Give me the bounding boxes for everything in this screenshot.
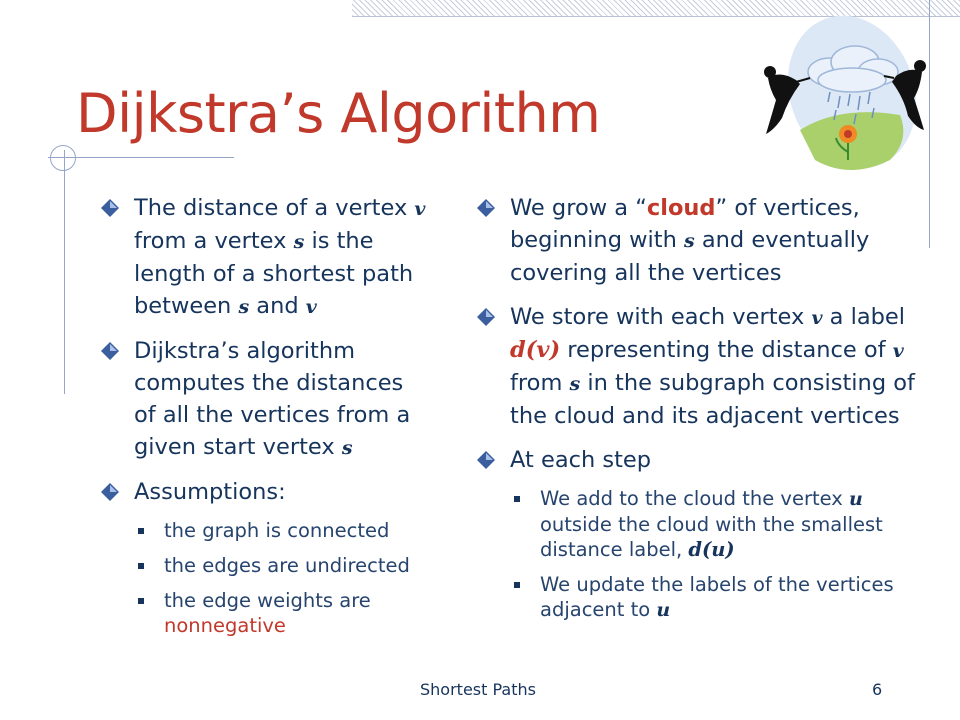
square-bullet-icon <box>514 582 520 588</box>
square-bullet-icon <box>138 528 144 534</box>
text: We grow a “ <box>510 195 647 221</box>
sub-item <box>502 486 916 562</box>
page-number: 6 <box>872 680 883 699</box>
sub-item <box>126 588 430 638</box>
diamond-bullet-icon <box>476 198 496 218</box>
var-s: s <box>238 296 250 318</box>
label-dv: d(v) <box>510 337 561 363</box>
bullet-computes <box>100 335 430 464</box>
sub-item <box>502 572 916 623</box>
text: and <box>249 293 306 319</box>
bullet-label <box>476 301 916 432</box>
text: in the subgraph consisting of the cloud and its adjacent vertices <box>510 370 915 429</box>
var-v: v <box>414 198 426 220</box>
decor-circle <box>50 145 76 171</box>
right-column <box>476 192 916 635</box>
text: the edge weights are <box>164 589 371 612</box>
text: from a vertex <box>134 228 294 254</box>
var-v: v <box>892 340 904 362</box>
text: We add to the cloud the vertex <box>540 487 850 510</box>
bullet-each-step <box>476 444 916 623</box>
text: representing the distance of <box>560 337 893 363</box>
text: The distance of a vertex <box>134 195 415 221</box>
assumptions-list <box>134 518 430 638</box>
var-s: s <box>293 231 305 253</box>
text: We update the labels of the vertices adjacent to <box>540 573 894 621</box>
text: a label <box>822 304 905 330</box>
left-column <box>100 192 430 650</box>
var-s: s <box>684 230 695 252</box>
diamond-bullet-icon <box>100 198 120 218</box>
bullet-cloud <box>476 192 916 289</box>
text: the edges are undirected <box>164 554 410 577</box>
bullet-distance <box>100 192 430 323</box>
square-bullet-icon <box>138 563 144 569</box>
var-u: u <box>849 488 863 510</box>
text: outside the cloud with the smallest distance label, <box>540 513 883 561</box>
step-list <box>510 486 916 623</box>
var-v: v <box>811 307 823 329</box>
sub-item <box>126 518 430 543</box>
diamond-bullet-icon <box>100 482 120 502</box>
var-v: v <box>305 296 317 318</box>
diamond-bullet-icon <box>476 307 496 327</box>
text: from <box>510 370 570 396</box>
var-s: s <box>341 437 353 459</box>
text: and eventually covering all the vertices <box>510 227 870 286</box>
cloud-rain-clipart-icon <box>760 10 930 180</box>
decor-line-vertical <box>64 150 65 394</box>
diamond-bullet-icon <box>100 341 120 361</box>
text: Assumptions: <box>134 479 286 505</box>
text: At each step <box>510 447 652 473</box>
var-u: u <box>656 599 671 621</box>
square-bullet-icon <box>138 598 144 604</box>
diamond-bullet-icon <box>476 450 496 470</box>
text: Dijkstra’s algorithm computes the distances of all the vertices from a given start vertex <box>134 338 411 460</box>
nonnegative-text: nonnegative <box>164 614 286 637</box>
var-s: s <box>569 373 581 395</box>
text: the graph is connected <box>164 519 390 542</box>
sub-item <box>126 553 430 578</box>
label-du: d(u) <box>688 538 735 561</box>
cloud-text: cloud <box>646 195 716 221</box>
footer-text: Shortest Paths <box>420 680 536 699</box>
text: is the length of a shortest path between <box>134 228 414 319</box>
text: ” of vertices, beginning with <box>510 195 860 253</box>
square-bullet-icon <box>514 496 520 502</box>
bullet-assumptions <box>100 476 430 638</box>
text: We store with each vertex <box>510 304 812 330</box>
slide-title: Dijkstra’s Algorithm <box>76 82 601 145</box>
